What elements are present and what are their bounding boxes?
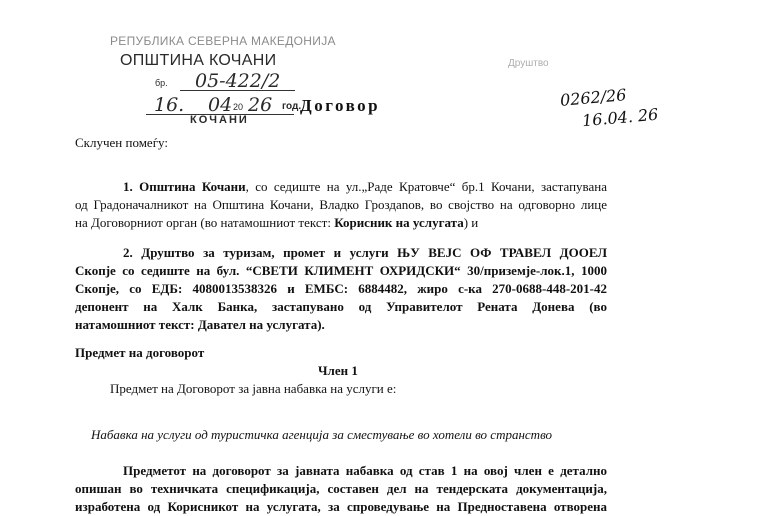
receiver-stamp-date: 16.04. 26 <box>581 104 660 131</box>
receiver-stamp-faded: Друштво <box>508 58 549 69</box>
stamp-date-month: 04 <box>208 94 233 116</box>
stamp-date-year-suffix: 26 <box>248 94 273 116</box>
party2-line1: 2. Друштво за туризам, промет и услуги ЊУ ВЕЈС ОФ ТРАВЕЛ ДООЕЛ <box>123 245 607 260</box>
document-title: Договор <box>300 96 381 115</box>
party1-role: Корисник на услугата <box>334 215 464 230</box>
stamp-faded-line: РЕПУБЛИКА СЕВЕРНА МАКЕДОНИЈА <box>110 34 336 48</box>
article-1-heading: Член 1 <box>318 363 358 378</box>
stamp-date-day: 16. <box>154 94 185 116</box>
party1-line3 <box>75 214 478 232</box>
party2-line3: Скопје, со ЕДБ: 4080013538326 и ЕМБС: 6884482, жиро с-ка 270-0688-448-201-42 <box>75 281 607 296</box>
stamp-city: КОЧАНИ <box>190 114 249 126</box>
stamp-date-year-prefix: 20 <box>233 102 244 112</box>
stamp-municipality: ОПШТИНА КОЧАНИ <box>120 52 277 69</box>
party1-line3-post: ) и <box>463 215 479 230</box>
stamp-underline <box>180 90 295 91</box>
party2-line5: натамошниот текст: Давател на услугата). <box>75 317 325 332</box>
paragraph-line2: опишан во техничката спецификација, составен дел на тендерската документација, <box>75 481 607 496</box>
party1-line1-rest: , со седиште на ул.„Раде Кратовче“ бр.1 Кочани, застапувана <box>245 179 607 194</box>
subject-of-procurement: Набавка на услуги од туристичка агенција за сместување во хотели во странство <box>91 427 553 442</box>
party2-line2: Скопје со седиште на бул. “СВЕТИ КЛИМЕНТ ОХРИДСКИ“ 30/приземје-лок.1, 1000 <box>75 263 607 278</box>
party1-line3-pre: на Договорниот орган (во натамошниот текст: <box>75 215 335 230</box>
party1-name: 1. Општина Кочани <box>123 179 246 194</box>
party2-line4: депонент на Халк Банка, застапувано од Управителот Рената Донева (во <box>75 299 607 314</box>
paragraph-line1: Предметот на договорот за јавната набавка од став 1 на овој член е детално <box>123 463 607 478</box>
party1-line2: од Градоначалникот на Општина Кочани, Владко Гроздanов, во својство на одговорно лице <box>75 197 607 212</box>
stamp-number-label: бр. <box>155 78 168 88</box>
stamp-year-label: год. <box>282 101 302 112</box>
receiver-stamp <box>500 58 740 131</box>
receiver-stamp-number: 0262/26 <box>559 85 628 110</box>
section-heading: Предмет на договорот <box>75 345 205 360</box>
paragraph-line3: изработена од Корисникот на услугата, за спроведување на Предноставена отворена <box>75 499 607 514</box>
party1-line1 <box>75 178 607 196</box>
intro-text: Склучен помеѓу: <box>75 135 168 150</box>
article-1-text: Предмет на Договорот за јавна набавка на услуги е: <box>110 381 397 396</box>
stamp-number-value: 05-422/2 <box>195 70 281 92</box>
registration-stamp <box>100 34 336 126</box>
